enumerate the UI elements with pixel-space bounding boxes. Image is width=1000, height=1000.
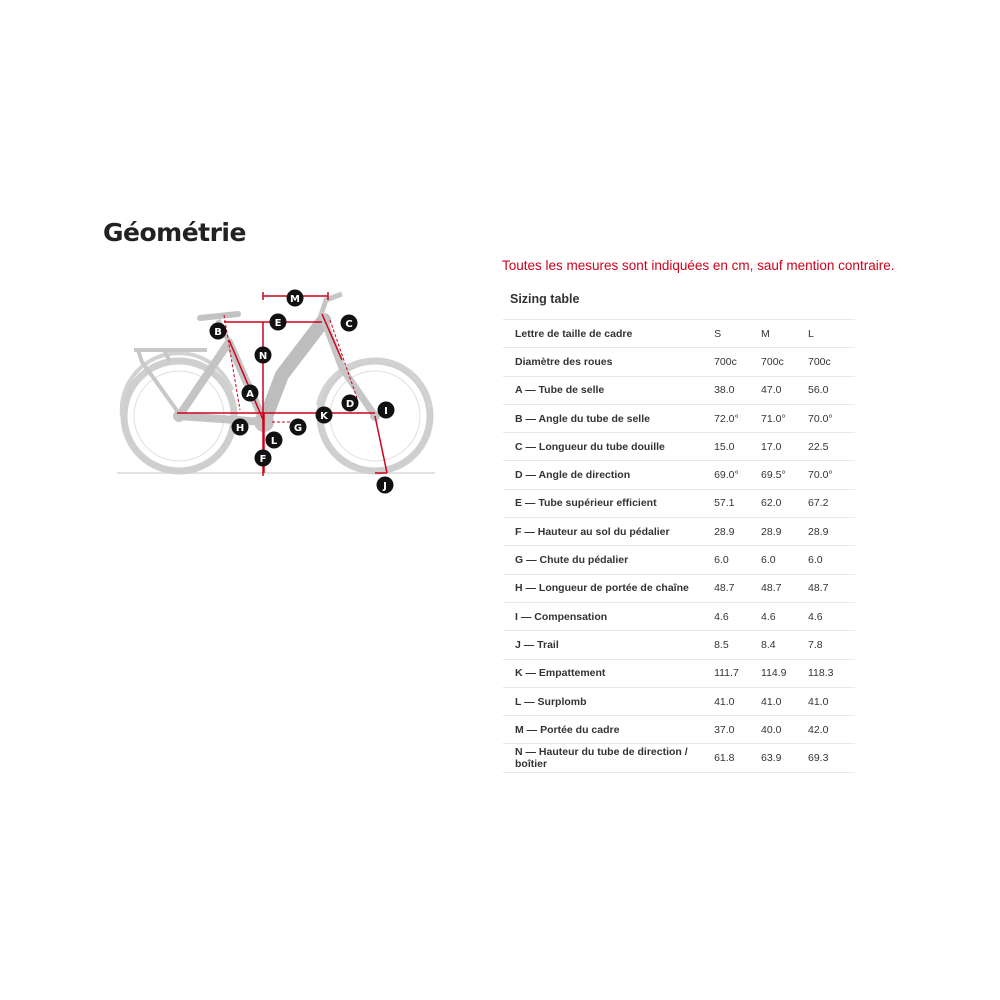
row-value-s: 37.0 — [714, 716, 761, 744]
row-value-s: 57.1 — [714, 489, 761, 517]
badge-E-label: E — [274, 318, 282, 329]
row-label: I — Compensation — [503, 602, 714, 630]
measure-J — [375, 416, 387, 473]
row-value-m: 17.0 — [761, 433, 808, 461]
badge-K-label: K — [320, 411, 328, 422]
row-value-s: 8.5 — [714, 631, 761, 659]
saddle — [200, 314, 238, 318]
row-value-l: 6.0 — [808, 546, 855, 574]
guide-D — [330, 320, 357, 398]
row-label: B — Angle du tube de selle — [503, 404, 714, 432]
badge-K — [316, 407, 333, 424]
badge-M-label: M — [290, 294, 300, 305]
badge-J-label: J — [383, 481, 387, 492]
row-value-m: 71.0° — [761, 404, 808, 432]
row-value-s: 15.0 — [714, 433, 761, 461]
measure-C — [322, 314, 342, 360]
row-value-l: 41.0 — [808, 687, 855, 715]
row-label: H — Longueur de portée de chaîne — [503, 574, 714, 602]
row-label: E — Tube supérieur efficient — [503, 489, 714, 517]
row-value-l: 22.5 — [808, 433, 855, 461]
table-row — [503, 687, 855, 715]
table-row — [503, 574, 855, 602]
table-row — [503, 631, 855, 659]
badge-B — [210, 323, 227, 340]
front-fender — [318, 360, 430, 408]
row-value-l: 118.3 — [808, 659, 855, 687]
table-row — [503, 546, 855, 574]
row-value-l: 70.0° — [808, 404, 855, 432]
row-label: D — Angle de direction — [503, 461, 714, 489]
row-value-s: 61.8 — [714, 744, 761, 772]
badge-L-label: L — [270, 436, 278, 447]
row-value-m: 62.0 — [761, 489, 808, 517]
sizing-table — [503, 319, 855, 773]
row-label: C — Longueur du tube douille — [503, 433, 714, 461]
badge-F-label: F — [259, 454, 267, 465]
table-row — [503, 659, 855, 687]
row-value-m: 114.9 — [761, 659, 808, 687]
header-label: Lettre de taille de cadre — [503, 320, 714, 348]
row-value-s: 700c — [714, 348, 761, 376]
row-value-l: 4.6 — [808, 602, 855, 630]
page-title: Géométrie — [103, 218, 246, 247]
header-size-l: L — [808, 320, 855, 348]
row-value-l: 48.7 — [808, 574, 855, 602]
row-value-m: 8.4 — [761, 631, 808, 659]
badge-N — [255, 347, 272, 364]
badge-A — [242, 385, 259, 402]
badge-C — [341, 315, 358, 332]
bike-diagram-svg — [112, 280, 442, 510]
table-row — [503, 602, 855, 630]
sizing-table-caption: Sizing table — [510, 292, 580, 306]
row-value-s: 6.0 — [714, 546, 761, 574]
badge-H — [232, 419, 249, 436]
row-value-l: 69.3 — [808, 744, 855, 772]
rear-rack — [134, 350, 207, 412]
row-label: A — Tube de selle — [503, 376, 714, 404]
badge-N-label: N — [258, 351, 268, 362]
badge-I-label: I — [384, 406, 388, 417]
row-label: N — Hauteur du tube de direction / boîtier — [503, 744, 714, 772]
badge-A-label: A — [246, 389, 254, 400]
header-size-s: S — [714, 320, 761, 348]
row-value-s: 111.7 — [714, 659, 761, 687]
header-size-m: M — [761, 320, 808, 348]
row-value-s: 4.6 — [714, 602, 761, 630]
row-value-s: 41.0 — [714, 687, 761, 715]
row-value-m: 4.6 — [761, 602, 808, 630]
table-row — [503, 433, 855, 461]
row-label: F — Hauteur au sol du pédalier — [503, 518, 714, 546]
row-value-l: 42.0 — [808, 716, 855, 744]
row-value-l: 700c — [808, 348, 855, 376]
badge-E — [270, 314, 287, 331]
row-value-l: 28.9 — [808, 518, 855, 546]
badge-F — [255, 450, 272, 467]
row-value-l: 67.2 — [808, 489, 855, 517]
badge-G — [290, 419, 307, 436]
row-label: Diamètre des roues — [503, 348, 714, 376]
badge-J — [377, 477, 394, 494]
table-row — [503, 489, 855, 517]
row-label: K — Empattement — [503, 659, 714, 687]
badge-B-label: B — [214, 327, 222, 338]
units-notice: Toutes les mesures sont indiquées en cm, sauf mention contraire. — [502, 258, 895, 273]
table-row — [503, 348, 855, 376]
row-label: J — Trail — [503, 631, 714, 659]
row-value-m: 47.0 — [761, 376, 808, 404]
badge-D-label: D — [345, 399, 355, 410]
row-value-m: 700c — [761, 348, 808, 376]
table-row — [503, 518, 855, 546]
row-value-m: 6.0 — [761, 546, 808, 574]
row-value-l: 7.8 — [808, 631, 855, 659]
row-label: M — Portée du cadre — [503, 716, 714, 744]
table-row — [503, 376, 855, 404]
badge-C-label: C — [345, 319, 353, 330]
row-value-m: 69.5° — [761, 461, 808, 489]
row-value-m: 41.0 — [761, 687, 808, 715]
sizing-table-body — [503, 320, 855, 773]
stem-handlebar — [320, 294, 342, 318]
table-row — [503, 404, 855, 432]
table-row — [503, 461, 855, 489]
row-value-l: 70.0° — [808, 461, 855, 489]
row-value-m: 40.0 — [761, 716, 808, 744]
badge-D — [342, 395, 359, 412]
row-value-s: 48.7 — [714, 574, 761, 602]
table-row — [503, 744, 855, 772]
row-value-l: 56.0 — [808, 376, 855, 404]
row-label: G — Chute du pédalier — [503, 546, 714, 574]
badge-I — [378, 402, 395, 419]
badge-L — [266, 432, 283, 449]
frame-down-tube — [264, 320, 324, 422]
row-value-s: 38.0 — [714, 376, 761, 404]
row-label: L — Surplomb — [503, 687, 714, 715]
row-value-s: 72.0° — [714, 404, 761, 432]
row-value-s: 28.9 — [714, 518, 761, 546]
row-value-m: 63.9 — [761, 744, 808, 772]
badge-G-label: G — [293, 423, 303, 434]
badge-H-label: H — [235, 423, 245, 434]
table-row — [503, 716, 855, 744]
bike-geometry-diagram — [112, 280, 442, 510]
row-value-s: 69.0° — [714, 461, 761, 489]
table-header-row — [503, 320, 855, 348]
badge-M — [287, 290, 304, 307]
row-value-m: 28.9 — [761, 518, 808, 546]
row-value-m: 48.7 — [761, 574, 808, 602]
